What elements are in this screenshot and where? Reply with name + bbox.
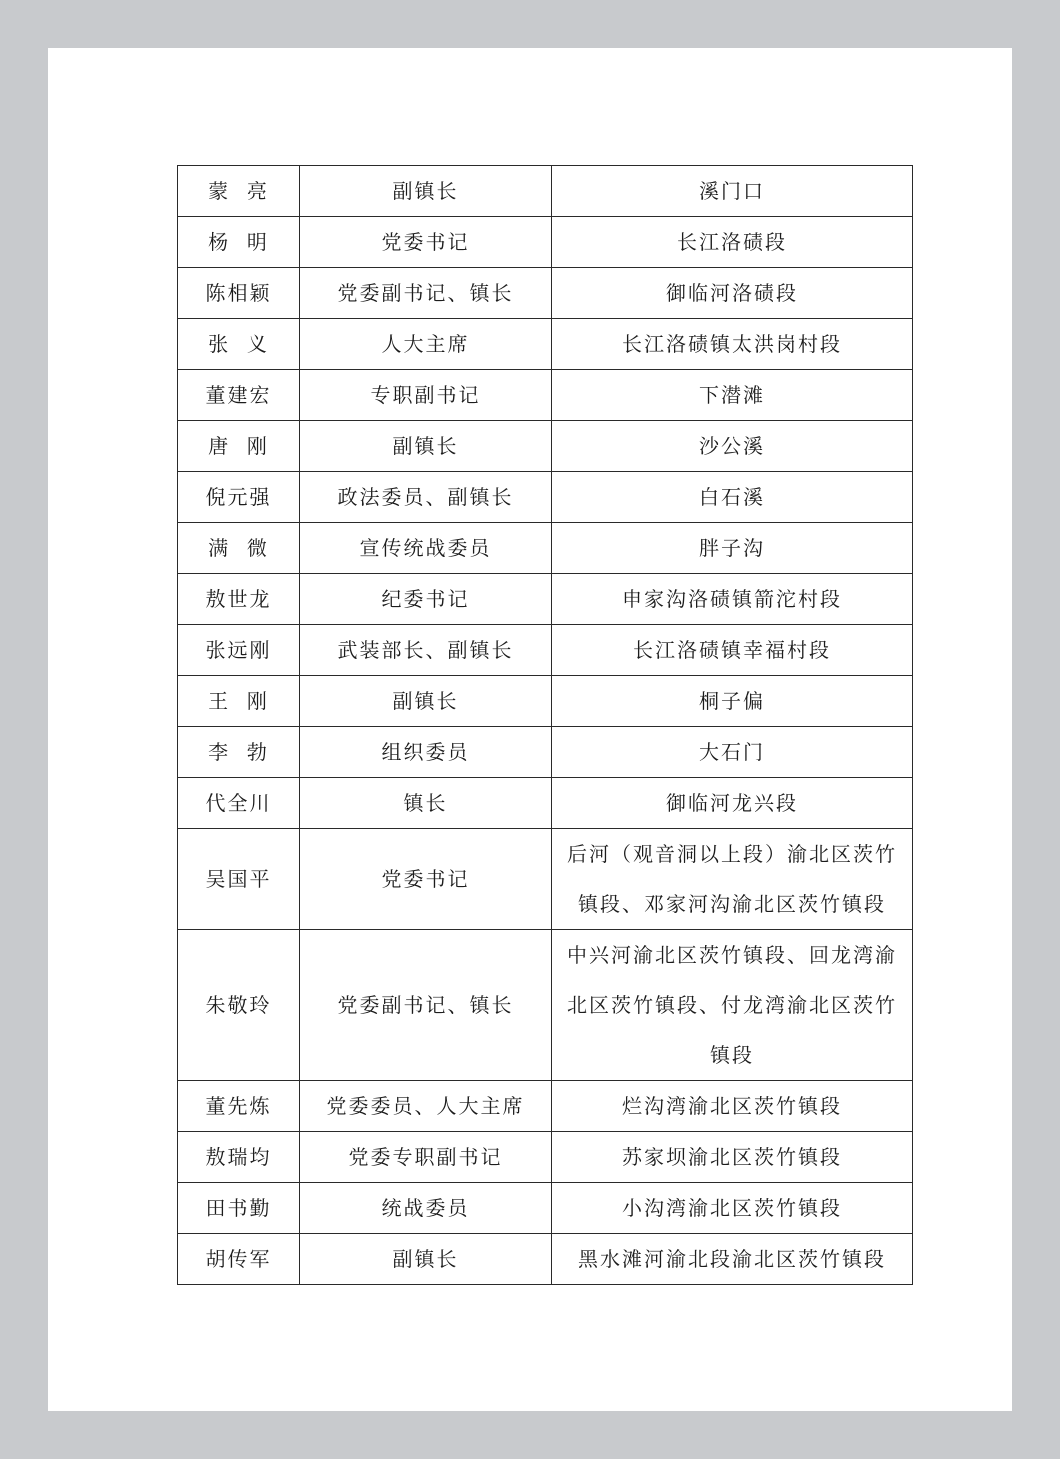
table-row bbox=[178, 1132, 913, 1183]
table-row bbox=[178, 625, 913, 676]
table-row bbox=[178, 1081, 913, 1132]
role-cell: 党委书记 bbox=[300, 829, 552, 930]
role-cell: 人大主席 bbox=[300, 319, 552, 370]
name-cell: 代全川 bbox=[178, 778, 300, 829]
role-cell: 武装部长、副镇长 bbox=[300, 625, 552, 676]
table-row bbox=[178, 829, 913, 930]
section-cell: 小沟湾渝北区茨竹镇段 bbox=[552, 1183, 913, 1234]
name-cell: 张远刚 bbox=[178, 625, 300, 676]
table-row bbox=[178, 930, 913, 1081]
role-cell: 党委副书记、镇长 bbox=[300, 930, 552, 1081]
role-cell: 党委委员、人大主席 bbox=[300, 1081, 552, 1132]
river-chief-table bbox=[177, 165, 913, 1285]
role-cell: 副镇长 bbox=[300, 1234, 552, 1285]
role-cell: 组织委员 bbox=[300, 727, 552, 778]
name-cell: 杨 明 bbox=[178, 217, 300, 268]
section-cell: 苏家坝渝北区茨竹镇段 bbox=[552, 1132, 913, 1183]
name-cell: 吴国平 bbox=[178, 829, 300, 930]
table-row bbox=[178, 1183, 913, 1234]
name-cell: 胡传军 bbox=[178, 1234, 300, 1285]
role-cell: 镇长 bbox=[300, 778, 552, 829]
section-cell: 中兴河渝北区茨竹镇段、回龙湾渝北区茨竹镇段、付龙湾渝北区茨竹镇段 bbox=[552, 930, 913, 1081]
section-cell: 白石溪 bbox=[552, 472, 913, 523]
table-row bbox=[178, 1234, 913, 1285]
section-cell: 大石门 bbox=[552, 727, 913, 778]
table-row bbox=[178, 472, 913, 523]
section-cell: 长江洛碛镇幸福村段 bbox=[552, 625, 913, 676]
role-cell: 统战委员 bbox=[300, 1183, 552, 1234]
section-cell: 御临河龙兴段 bbox=[552, 778, 913, 829]
name-cell: 李 勃 bbox=[178, 727, 300, 778]
table-row bbox=[178, 727, 913, 778]
table-row bbox=[178, 166, 913, 217]
section-cell: 长江洛碛段 bbox=[552, 217, 913, 268]
name-cell: 敖瑞均 bbox=[178, 1132, 300, 1183]
section-cell: 下潜滩 bbox=[552, 370, 913, 421]
table-row bbox=[178, 523, 913, 574]
role-cell: 副镇长 bbox=[300, 166, 552, 217]
table-row bbox=[178, 421, 913, 472]
table-row bbox=[178, 778, 913, 829]
table-row bbox=[178, 268, 913, 319]
name-cell: 满 微 bbox=[178, 523, 300, 574]
document-page bbox=[48, 48, 1012, 1411]
section-cell: 长江洛碛镇太洪岗村段 bbox=[552, 319, 913, 370]
section-cell: 御临河洛碛段 bbox=[552, 268, 913, 319]
name-cell: 董建宏 bbox=[178, 370, 300, 421]
table-row bbox=[178, 370, 913, 421]
name-cell: 陈相颖 bbox=[178, 268, 300, 319]
role-cell: 党委专职副书记 bbox=[300, 1132, 552, 1183]
name-cell: 张 义 bbox=[178, 319, 300, 370]
role-cell: 党委书记 bbox=[300, 217, 552, 268]
section-cell: 申家沟洛碛镇箭沱村段 bbox=[552, 574, 913, 625]
section-cell: 胖子沟 bbox=[552, 523, 913, 574]
table-row bbox=[178, 676, 913, 727]
role-cell: 党委副书记、镇长 bbox=[300, 268, 552, 319]
name-cell: 朱敬玲 bbox=[178, 930, 300, 1081]
table-row bbox=[178, 574, 913, 625]
name-cell: 田书勤 bbox=[178, 1183, 300, 1234]
section-cell: 黑水滩河渝北段渝北区茨竹镇段 bbox=[552, 1234, 913, 1285]
role-cell: 宣传统战委员 bbox=[300, 523, 552, 574]
section-cell: 后河（观音洞以上段）渝北区茨竹镇段、邓家河沟渝北区茨竹镇段 bbox=[552, 829, 913, 930]
name-cell: 王 刚 bbox=[178, 676, 300, 727]
table-row bbox=[178, 217, 913, 268]
section-cell: 溪门口 bbox=[552, 166, 913, 217]
name-cell: 倪元强 bbox=[178, 472, 300, 523]
section-cell: 桐子偏 bbox=[552, 676, 913, 727]
role-cell: 专职副书记 bbox=[300, 370, 552, 421]
section-cell: 沙公溪 bbox=[552, 421, 913, 472]
name-cell: 唐 刚 bbox=[178, 421, 300, 472]
name-cell: 董先炼 bbox=[178, 1081, 300, 1132]
role-cell: 副镇长 bbox=[300, 676, 552, 727]
name-cell: 敖世龙 bbox=[178, 574, 300, 625]
name-cell: 蒙 亮 bbox=[178, 166, 300, 217]
table-row bbox=[178, 319, 913, 370]
role-cell: 纪委书记 bbox=[300, 574, 552, 625]
section-cell: 烂沟湾渝北区茨竹镇段 bbox=[552, 1081, 913, 1132]
role-cell: 副镇长 bbox=[300, 421, 552, 472]
role-cell: 政法委员、副镇长 bbox=[300, 472, 552, 523]
